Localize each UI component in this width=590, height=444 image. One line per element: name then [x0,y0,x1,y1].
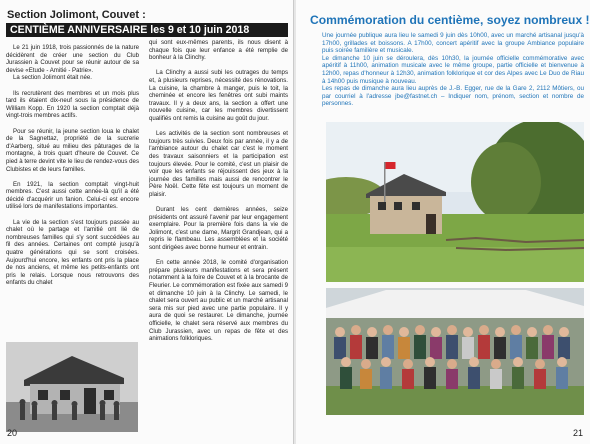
paragraph: Les repas de dimanche aura lieu auprès de J.-B. Egger, rue de la Gare 2, 2112 Môtiers, ou par courriel à l'adresse jbe@fastnet.ch – Indiquer nom, prénom, section et nombre de personnes. [322,85,584,108]
commemoration-title: Commémoration du centième, soyez nombreux ! [310,13,590,27]
paragraph: Le dimanche 10 juin se déroulera, dès 10h30, la journée officielle commémorative avec apéritif à 11h00, animation musicale avec le même groupe, partie officielle et bienvenue à 12h00, repas d'honneur à 12h30, animation folklorique et cor des Alpes avec Le Duo de Riau à 14h00 puis musique à nouveau. [322,54,584,85]
paragraph: Une journée publique aura lieu le samedi 9 juin dès 10h00, avec un marché artisanal jusqu'à 17h00, grillades et boissons. A 17h00, concert apéritif avec la groupe Ambiance populaire puis soirée familière et musicale. [322,32,584,55]
paragraph: Les activités de la section sont nombreuses et toujours très suivies. Deux fois par année, il y a de l'ambiance autour du chalet car c'est le moment des travaux saisonniers et la participation est toujours élevée. Pour le comité, c'est un plaisir de voir que les enfants se réjouissent des jeux à la journée des familles mais aussi de rencontrer le Père Noël. Cette fête est toujours un moment de plaisir. [149,130,288,198]
anniversary-banner: CENTIÈME ANNIVERSAIRE les 9 et 10 juin 2018 [6,23,288,37]
section-title: Section Jolimont, Couvet : [7,9,146,21]
paragraph: En cette année 2018, le comité d'organisation prépare plusieurs manifestations et sera présent notamment à la foire de Couvet et à la brocante de Fleurier. Le commémoration est fixée aux samedi 9 et dimanche 10 juin à la Clinchy. Le samedi, le chalet sera ouvert au public et un marché artisanal sera mis sur pied avec une partie populaire. Il y aura de quoi se restaurer. Le dimanche, journée officielle, le chalet sera réservé aux membres du Club Jurassien, avec un repas de fête et des animations folkloriques. [149,259,288,343]
paragraph: La vie de la section s'est toujours passée au chalet où le partage et l'amitié ont lié de nombreuses familles qui s'y sont succédées au fil des années. Certaines ont compté jusqu'à quatre générations qui se sont croisées. Aujourd'hui encore, les enfants ont pris la place de nos anciens, et même les petits-enfants ont pris le relais. Lorsque nous retrouvons des enfants du chalet [6,218,139,287]
paragraph: Durant les cent dernières années, seize présidents ont assuré l'avenir par leur engagement exemplaire. Pour la première fois dans la vie de Jolimont, c'est une dame, Margrit Grandjean, qui a repris le flambeau. Les assemblées et la société sont dirigées avec bonne humeur et entrain. [149,206,288,252]
left-page [0,0,294,444]
paragraph: En 1921, la section comptait vingt-huit membres. C'est aussi cette année-là qu'il a été décidé d'acquérir un fanion. Celui-ci est encore utilisé lors de manifestations importantes. [6,180,139,211]
page-number: 21 [572,428,583,438]
page-number: 20 [7,428,18,438]
paragraph: La Clinchy a aussi subi les outrages du temps et, à plusieurs reprises, nécessité des rénovations. La cuisine, la chambre à manger, puis le toit, la cheminée et encore les fenêtres ont subi maints travaux. Il y a deux ans, la section a offert une nouvelle cuisine, car les membres divertissent qualifiés ont remis la cuisine au goût du jour. [149,69,288,122]
paragraph: qui sont eux-mêmes parents, ils nous disent à chaque fois que leur enfance a été remplie de bonheur à la Clinchy. [149,39,288,62]
event-description [322,32,584,108]
paragraph: Pour se réunir, la jeune section loua le chalet de la Sagnettaz, propriété de la sucrerie d'Aarberg, situé au milieu des pâturages de la montagne, à trois quart d'heure de Couvet. Ce pied à terre devint vite le lieu de rendez-vous des Clubistes et de leurs familles. [6,127,139,173]
historic-chalet-photo [6,342,138,432]
paragraph: La section Jolimont était née. [13,74,92,82]
left-column-2 [149,25,288,420]
right-page [296,0,590,444]
left-column-1 [6,44,139,336]
paragraph: Le 21 juin 1918, trois passionnés de la nature décidèrent de créer une section du Club Jurassien à Couvet pour se réunir autour de sa devise «Etude - Amitié - Patrie». [6,44,139,74]
chalet-landscape-photo [326,122,584,282]
group-photo [326,288,584,415]
paragraph: Ils recrutèrent des membres et un mois plus tard ils étaient dix-neuf sous la présidence de William Kopp. En 1920 la section comptait déjà vingt-trois membres actifs. [6,89,139,120]
